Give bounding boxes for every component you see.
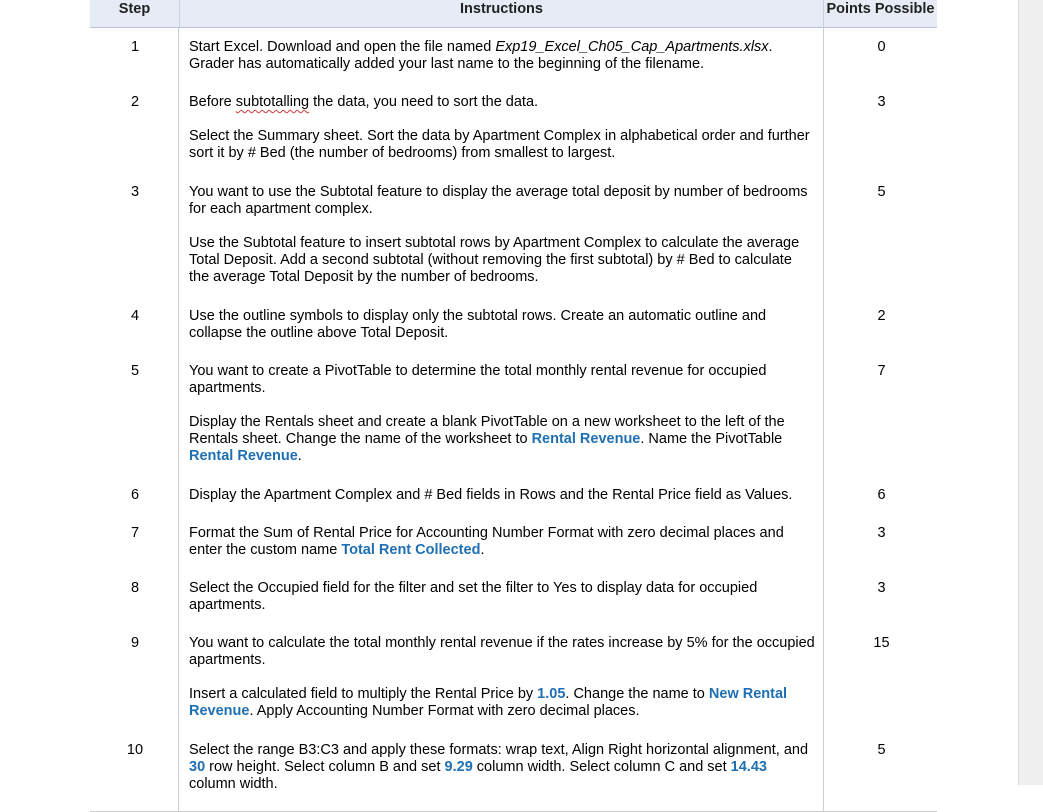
instruction-text: Select the Occupied field for the filter and set the filter to Yes to display data for occupied apartments. — [189, 580, 758, 613]
points-value: 3 — [824, 569, 937, 625]
instruction-cell — [179, 624, 824, 731]
step-number: 6 — [90, 476, 179, 515]
right-scroll-gutter — [1018, 0, 1043, 785]
instruction-cell — [179, 476, 824, 515]
table-row — [90, 352, 937, 476]
highlight-text: New Rental Revenue — [189, 686, 788, 719]
instruction-text: You want to calculate the total monthly rental revenue if the rates increase by 5% for the occupied apartments. — [189, 635, 815, 668]
instruction-text: Use the outline symbols to display only the subtotal rows. Create an automatic outline and collapse the outline above Total Deposit. — [189, 308, 767, 341]
instructions-table — [90, 0, 937, 812]
highlight-text: 9.29 — [444, 759, 473, 775]
header-instructions: Instructions — [179, 0, 824, 27]
step-number: 2 — [90, 83, 179, 173]
highlight-text: 14.43 — [730, 759, 767, 775]
instruction-text: Display the Apartment Complex and # Bed fields in Rows and the Rental Price field as Values. — [189, 487, 793, 503]
points-value: 3 — [824, 514, 937, 570]
highlight-text: 1.05 — [537, 686, 566, 702]
instruction-cell — [179, 514, 824, 570]
highlight-text: Total Rent Collected — [341, 542, 481, 558]
points-value: 6 — [824, 476, 937, 515]
highlight-text: 30 — [189, 759, 206, 775]
table-row — [90, 83, 937, 173]
points-value: 15 — [824, 624, 937, 731]
step-number: 9 — [90, 624, 179, 731]
points-value: 3 — [824, 83, 937, 173]
instruction-cell — [179, 28, 824, 84]
header-points: Points Possible — [826, 1, 935, 17]
table-row — [90, 28, 937, 83]
instruction-cell — [179, 83, 824, 173]
spellcheck-word: subtotalling — [235, 94, 310, 110]
table-row — [90, 514, 937, 569]
step-number: 3 — [90, 173, 179, 297]
table-row — [90, 624, 937, 731]
table-row — [90, 173, 937, 297]
instruction-text: Format the Sum of Rental Price for Accounting Number Format with zero decimal places and enter the custom name Total Rent Collected. — [189, 525, 784, 558]
table-row — [90, 569, 937, 624]
points-value: 5 — [824, 731, 937, 811]
table-header — [90, 0, 937, 28]
step-number: 7 — [90, 514, 179, 570]
instruction-cell — [179, 352, 824, 476]
instruction-text: Select the Summary sheet. Sort the data by Apartment Complex in alphabetical order and further sort it by # Bed (the number of bedrooms) from smallest to largest. — [189, 128, 810, 161]
instruction-cell — [179, 173, 824, 297]
step-number: 1 — [90, 28, 179, 84]
instruction-text: You want to create a PivotTable to determine the total monthly rental revenue for occupied apartments. — [189, 363, 767, 396]
instruction-cell — [179, 569, 824, 625]
instruction-text: Use the Subtotal feature to insert subtotal rows by Apartment Complex to calculate the average Total Deposit. Add a second subtotal (without removing the first subtotal) by # Bed to calculate the average Total Deposit by the number of bedrooms. — [189, 235, 800, 285]
instruction-cell — [179, 297, 824, 353]
instruction-text: Insert a calculated field to multiply the Rental Price by 1.05. Change the name to New Rental Revenue. Apply Accounting Number Format with zero decimal places. — [189, 686, 788, 719]
points-value: 7 — [824, 352, 937, 476]
points-value: 0 — [824, 28, 937, 84]
instruction-text: You want to use the Subtotal feature to display the average total deposit by number of bedrooms for each apartment complex. — [189, 184, 808, 217]
instruction-text: Start Excel. Download and open the file named Exp19_Excel_Ch05_Cap_Apartments.xlsx. Grader has automatically added your last name to the beginning of the filename. — [189, 39, 773, 72]
filename: Exp19_Excel_Ch05_Cap_Apartments.xlsx — [495, 39, 769, 55]
header-step: Step — [118, 1, 151, 17]
points-value: 5 — [824, 173, 937, 297]
instruction-text: Before subtotalling the data, you need to sort the data. — [189, 94, 539, 110]
table-row — [90, 297, 937, 352]
step-number: 8 — [90, 569, 179, 625]
step-number: 5 — [90, 352, 179, 476]
points-value: 2 — [824, 297, 937, 353]
instruction-cell — [179, 731, 824, 811]
instruction-text: Display the Rentals sheet and create a blank PivotTable on a new worksheet to the left of the Rentals sheet. Change the name of the worksheet to Rental Revenue. Name the PivotTable Rental Revenue. — [189, 414, 785, 464]
highlight-text: Rental Revenue — [189, 448, 298, 464]
table-row — [90, 731, 937, 812]
highlight-text: Rental Revenue — [531, 431, 641, 447]
table-row — [90, 476, 937, 514]
step-number: 10 — [90, 731, 179, 811]
instruction-text: Select the range B3:C3 and apply these formats: wrap text, Align Right horizontal alignment, and 30 row height. Select column B and set 9.29 column width. Select column C and set 14.43 column width. — [189, 742, 809, 792]
step-number: 4 — [90, 297, 179, 353]
